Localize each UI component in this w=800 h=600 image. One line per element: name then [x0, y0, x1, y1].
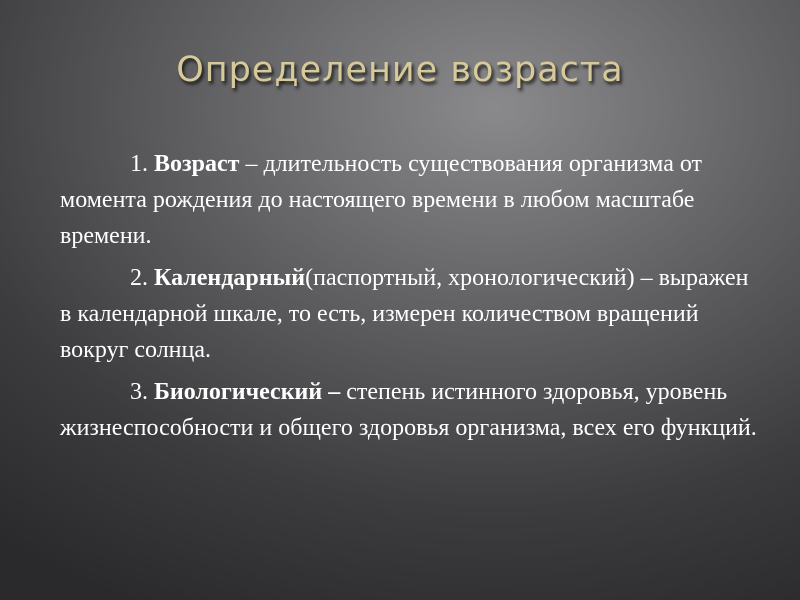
paragraph-text: – длительность существования организма от момента рождения до настоящего времени в любом масштабе времени. — [60, 151, 703, 249]
term-age: Возраст — [154, 151, 240, 177]
term-biological-age: Биологический – — [154, 379, 341, 405]
paragraph-number: 1. — [130, 151, 154, 177]
paragraph-age — [60, 146, 760, 254]
term-calendar-age: Календарный — [154, 265, 306, 291]
slide-title: Определение возраста — [176, 50, 624, 90]
paragraph-text: (паспортный, хронологический) – выражен в календарной шкале, то есть, измерен количеством вращений вокруг солнца. — [60, 265, 749, 363]
paragraph-text: степень истинного здоровья, уровень жизнеспособности и общего здоровья организма, всех его функций. — [60, 379, 757, 441]
paragraph-number: 2. — [130, 265, 154, 291]
paragraph-biological-age — [60, 374, 760, 446]
paragraph-number: 3. — [130, 379, 154, 405]
paragraph-calendar-age — [60, 260, 760, 368]
slide-body — [60, 146, 760, 452]
